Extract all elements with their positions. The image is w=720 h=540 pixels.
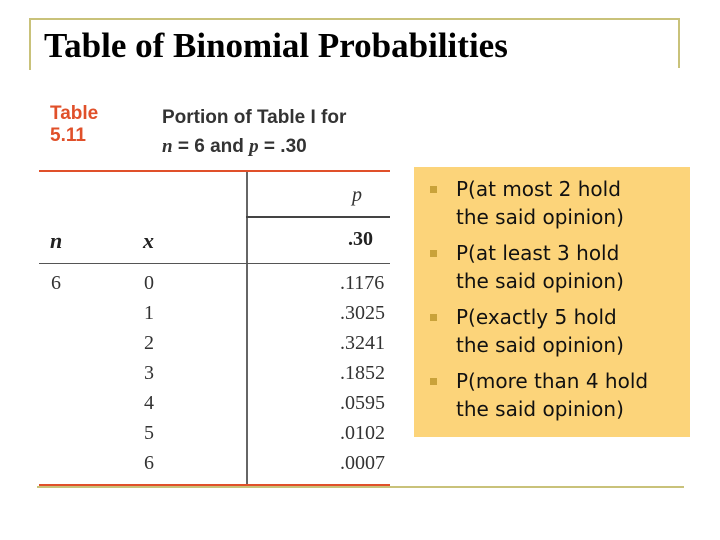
table-row-prob: .0595 bbox=[340, 392, 385, 414]
table-row-x: 1 bbox=[144, 302, 154, 324]
table-caption-line1: Portion of Table I for bbox=[162, 107, 347, 128]
table-vertical-rule bbox=[246, 172, 248, 485]
bullet-square-icon bbox=[430, 378, 437, 385]
frame-bottom-line bbox=[37, 486, 684, 488]
table-caption bbox=[162, 103, 346, 161]
table-label: Table 5.11 bbox=[50, 103, 99, 146]
table-row-x: 0 bbox=[144, 272, 154, 294]
table-row-prob: .3241 bbox=[340, 332, 385, 354]
bullet-line2: the said opinion) bbox=[456, 397, 624, 421]
table-n-value: 6 bbox=[51, 272, 61, 294]
caption-n: n bbox=[162, 136, 173, 157]
bullet-square-icon bbox=[430, 186, 437, 193]
table-row-x: 3 bbox=[144, 362, 154, 384]
bullet-line2: the said opinion) bbox=[456, 205, 624, 229]
bullet-line1: P(at least 3 hold bbox=[456, 241, 620, 265]
table-row-x: 4 bbox=[144, 392, 154, 414]
slide-title: Table of Binomial Probabilities bbox=[44, 26, 508, 65]
bullet-line1: P(exactly 5 hold bbox=[456, 305, 617, 329]
table-row-prob: .1176 bbox=[340, 272, 385, 294]
table-row-x: 5 bbox=[144, 422, 154, 444]
bullet-square-icon bbox=[430, 314, 437, 321]
question-box bbox=[414, 167, 690, 437]
table-row-prob: .1852 bbox=[340, 362, 385, 384]
table-p-value-header: .30 bbox=[348, 228, 373, 250]
table-n-header: n bbox=[50, 228, 63, 253]
bullet-line1: P(at most 2 hold bbox=[456, 177, 621, 201]
table-row-prob: .0007 bbox=[340, 452, 385, 474]
table-row-prob: .0102 bbox=[340, 422, 385, 444]
frame-right-line bbox=[678, 18, 680, 68]
caption-p: p bbox=[249, 136, 259, 157]
table-header-rule bbox=[39, 263, 390, 264]
caption-eq2: = .30 bbox=[258, 136, 307, 157]
bullet-line2: the said opinion) bbox=[456, 333, 624, 357]
frame-left-line bbox=[29, 18, 31, 70]
caption-eq1: = 6 and bbox=[172, 136, 250, 157]
bullet-line1: P(more than 4 hold bbox=[456, 369, 649, 393]
bullet-line2: the said opinion) bbox=[456, 269, 624, 293]
table-x-header: x bbox=[143, 228, 154, 253]
table-top-rule bbox=[39, 170, 390, 172]
table-p-header: p bbox=[352, 184, 362, 206]
bullet-square-icon bbox=[430, 250, 437, 257]
table-bottom-rule bbox=[39, 484, 390, 486]
table-row-x: 2 bbox=[144, 332, 154, 354]
table-row-prob: .3025 bbox=[340, 302, 385, 324]
table-p-header-rule bbox=[246, 216, 390, 218]
frame-top-line bbox=[29, 18, 679, 20]
table-caption-line2 bbox=[162, 132, 346, 161]
table-row-x: 6 bbox=[144, 452, 154, 474]
